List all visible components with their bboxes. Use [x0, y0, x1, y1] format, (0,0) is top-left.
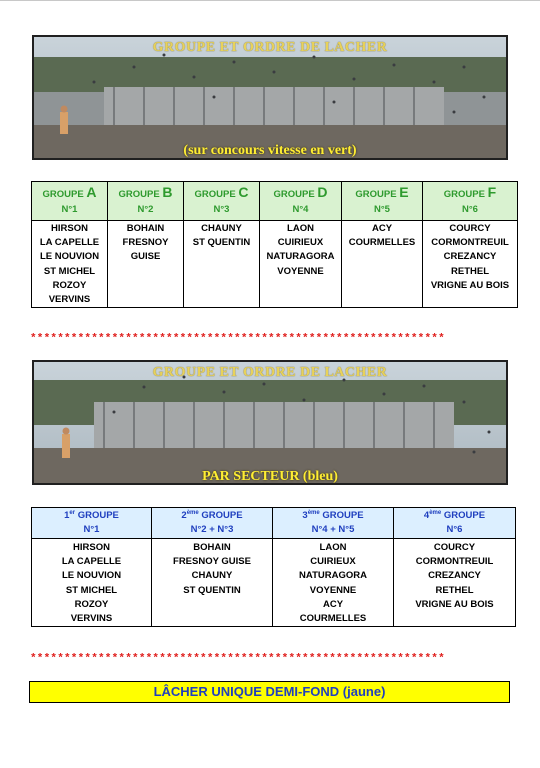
sector-towns-cell — [273, 539, 394, 627]
town-name: FRESNOY — [122, 237, 169, 249]
town-name: COURCY — [433, 542, 476, 553]
group-towns-cell — [184, 221, 260, 308]
group-prefix: GROUPE — [355, 189, 397, 200]
town-name: LE NOUVION — [39, 251, 100, 263]
town-name: COURCY — [449, 223, 491, 234]
town-name: ROZOY — [52, 279, 87, 291]
banner-title: GROUPE ET ORDRE DE LACHER — [152, 365, 388, 380]
separator-stars: ************************************************************* — [30, 333, 445, 345]
sector-numbers: N°4 + N°5 — [311, 524, 355, 535]
group-number: N°4 — [292, 204, 309, 215]
sector-label — [394, 509, 515, 523]
town-name: GUISE — [130, 251, 161, 263]
sector-label — [273, 509, 393, 523]
town-name: VERVINS — [70, 613, 113, 625]
sector-numbers: N°2 + N°3 — [190, 524, 234, 535]
group-label — [342, 185, 422, 202]
sector-towns-cell — [152, 539, 273, 627]
town-name: NATURAGORA — [299, 570, 367, 582]
town-name: CORMONTREUIL — [415, 556, 494, 568]
group-prefix: GROUPE — [194, 189, 236, 200]
town-name: ST QUENTIN — [183, 584, 241, 596]
town-name: CORMONTREUIL — [431, 237, 509, 249]
group-header-cell — [260, 182, 342, 221]
group-letter: D — [317, 184, 328, 200]
town-name: COURMELLES — [299, 613, 367, 625]
town-name: HIRSON — [73, 542, 110, 553]
group-letter: E — [399, 184, 409, 200]
town-name: LA CAPELLE — [39, 237, 100, 249]
sector-numbers: N°1 — [83, 524, 100, 535]
sector-ordinal-suffix: ème — [429, 510, 442, 516]
town-name: ST MICHEL — [65, 584, 118, 596]
town-name: ST MICHEL — [43, 265, 96, 277]
sector-group-word: GROUPE — [201, 510, 243, 521]
group-header-cell — [32, 182, 108, 221]
separator-stars: ************************************************************* — [30, 653, 445, 665]
sector-towns-cell — [394, 539, 516, 627]
sector-ordinal: 3 — [302, 510, 308, 521]
group-header-cell — [184, 182, 260, 221]
town-name: ACY — [322, 598, 344, 610]
group-prefix: GROUPE — [42, 189, 84, 200]
single-release-banner: LÂCHER UNIQUE DEMI-FOND (jaune) — [29, 681, 510, 703]
town-name: VERVINS — [48, 294, 91, 306]
group-towns-cell — [423, 221, 518, 308]
group-letter: F — [487, 184, 497, 200]
group-letter: C — [238, 184, 249, 200]
group-header-cell — [342, 182, 423, 221]
banner-subtitle: PAR SECTEUR (bleu) — [202, 469, 338, 484]
sector-header-cell — [32, 508, 152, 539]
banner-title: GROUPE ET ORDRE DE LACHER — [152, 40, 388, 55]
sector-label — [32, 509, 151, 523]
sector-group-word: GROUPE — [322, 510, 364, 521]
group-towns-cell — [32, 221, 108, 308]
group-header-cell — [108, 182, 184, 221]
town-name: LAON — [319, 542, 347, 553]
group-label — [184, 185, 259, 202]
town-name: VOYENNE — [277, 265, 324, 277]
town-name: ACY — [371, 223, 393, 234]
group-number: N°6 — [462, 204, 478, 215]
sector-group-word: GROUPE — [443, 510, 486, 521]
town-name: LAON — [287, 223, 314, 234]
group-number: N°3 — [213, 204, 230, 215]
sector-numbers: N°6 — [446, 524, 463, 535]
group-label — [32, 185, 107, 202]
town-name: VRIGNE AU BOIS — [415, 598, 494, 610]
group-letter: A — [86, 184, 97, 200]
sector-group-word: GROUPE — [77, 510, 119, 521]
sector-header-cell — [273, 508, 394, 539]
town-name: LA CAPELLE — [61, 556, 122, 568]
group-letter: B — [162, 184, 173, 200]
town-name: BOHAIN — [126, 223, 165, 234]
group-prefix: GROUPE — [118, 189, 160, 200]
town-name: FRESNOY GUISE — [173, 556, 251, 568]
sector-ordinal: 2 — [181, 510, 187, 521]
town-name: COURMELLES — [348, 237, 416, 249]
town-name: CHAUNY — [201, 223, 242, 234]
sector-groups-table — [31, 507, 516, 627]
group-label — [108, 185, 183, 202]
town-name: RETHEL — [451, 265, 489, 277]
town-name: CUIRIEUX — [277, 237, 324, 249]
group-prefix: GROUPE — [273, 189, 315, 200]
town-name: CREZANCY — [428, 570, 481, 582]
groups-table — [31, 181, 518, 308]
town-name: ST QUENTIN — [192, 237, 251, 249]
sector-ordinal-suffix: er — [69, 510, 76, 516]
sector-label — [152, 509, 272, 523]
group-number: N°5 — [374, 204, 390, 215]
town-name: NATURAGORA — [266, 251, 335, 263]
group-towns-cell — [260, 221, 342, 308]
group-label — [423, 185, 517, 202]
group-towns-cell — [342, 221, 423, 308]
banner-subtitle: (sur concours vitesse en vert) — [183, 143, 357, 158]
sector-ordinal: 4 — [423, 510, 430, 521]
sector-header-cell — [394, 508, 516, 539]
town-name: BOHAIN — [193, 542, 231, 553]
group-header-cell — [423, 182, 518, 221]
top-rule — [0, 0, 540, 1]
town-name: ROZOY — [74, 598, 109, 610]
sector-ordinal: 1 — [64, 510, 70, 521]
town-name: CHAUNY — [191, 570, 233, 582]
group-label — [260, 185, 341, 202]
pigeon-release-photo-2 — [32, 360, 508, 485]
group-number: N°1 — [61, 204, 78, 215]
group-prefix: GROUPE — [443, 189, 485, 200]
sector-towns-cell — [32, 539, 152, 627]
sector-header-cell — [152, 508, 273, 539]
town-name: VOYENNE — [309, 584, 357, 596]
town-name: CUIRIEUX — [310, 556, 356, 568]
sector-ordinal-suffix: ème — [186, 510, 199, 516]
town-name: CREZANCY — [443, 251, 497, 263]
group-towns-cell — [108, 221, 184, 308]
town-name: HIRSON — [51, 223, 88, 234]
town-name: LE NOUVION — [61, 570, 122, 582]
town-name: VRIGNE AU BOIS — [430, 279, 510, 291]
town-name: RETHEL — [435, 584, 474, 596]
pigeon-release-photo-1 — [32, 35, 508, 160]
sector-ordinal-suffix: ème — [307, 510, 320, 516]
group-number: N°2 — [137, 204, 154, 215]
